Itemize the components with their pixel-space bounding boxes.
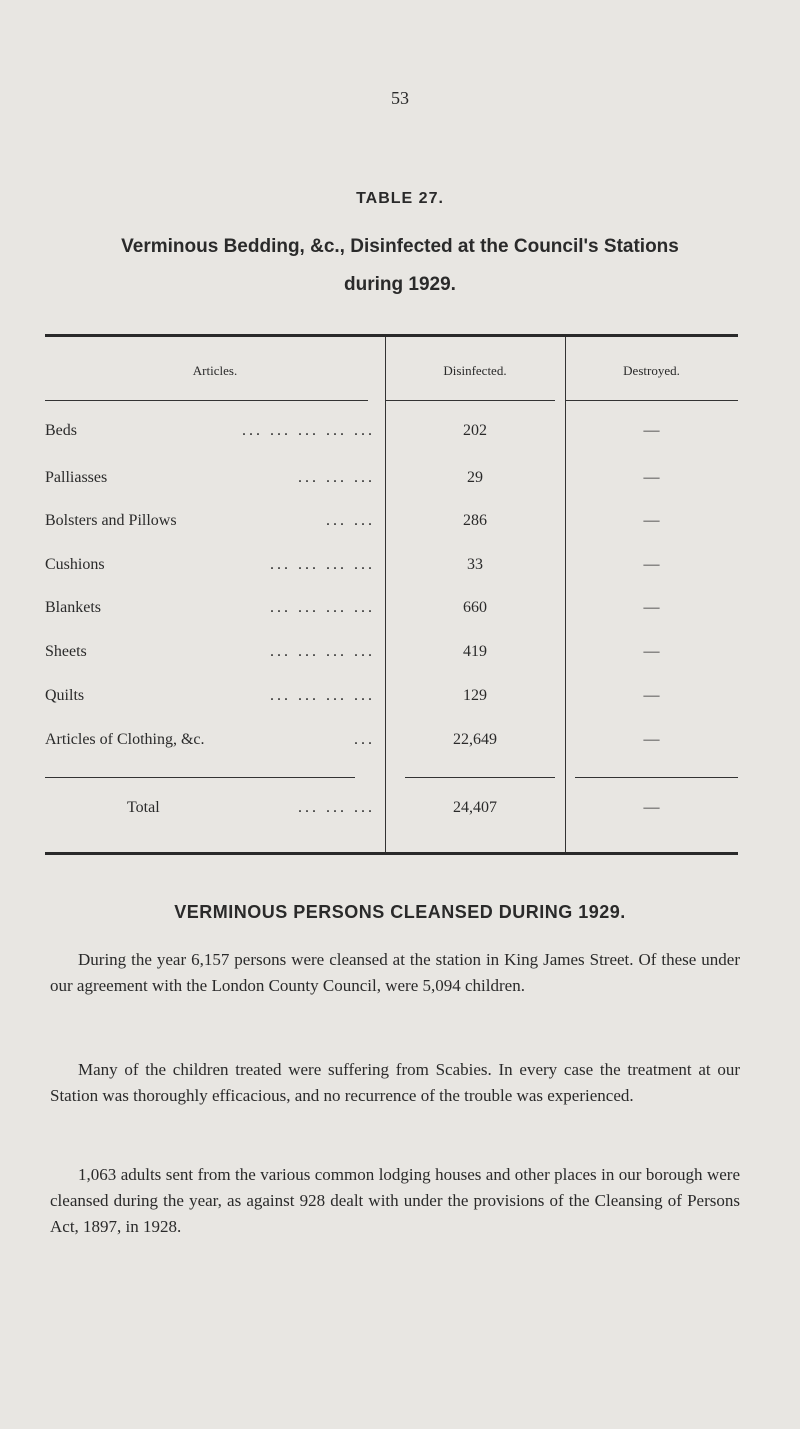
leader-dots: ... ... ... ... (270, 599, 375, 616)
total-row (45, 799, 738, 829)
article-name: Bolsters and Pillows (45, 512, 177, 529)
table-row (45, 512, 738, 542)
table-row (45, 687, 738, 717)
section-title: VERMINOUS PERSONS CLEANSED DURING 1929. (174, 902, 626, 922)
table-title-line-2: during 1929. (344, 274, 456, 295)
leader-dots: ... ... ... (298, 799, 375, 816)
article-name: Quilts (45, 687, 85, 704)
destroyed-count: — (643, 599, 660, 616)
leader-dots: ... ... ... ... (270, 556, 375, 573)
leader-dots: ... ... ... ... (270, 687, 375, 704)
disinfected-count: 33 (467, 556, 483, 573)
disinfected-count: 29 (467, 469, 483, 486)
article-name: Sheets (45, 643, 87, 660)
article-name: Cushions (45, 556, 105, 573)
total-rule (405, 777, 555, 778)
leader-dots: ... ... (326, 512, 375, 529)
paragraph: Many of the children treated were suffering from Scabies. In every case the treatment at our Station was thoroughly efficacious, and no recurrence of the trouble was experienced. (50, 1060, 740, 1105)
destroyed-count: — (643, 643, 660, 660)
total-disinfected: 24,407 (453, 799, 497, 816)
table-row (45, 731, 738, 761)
header-rule (565, 400, 738, 401)
disinfected-count: 286 (463, 512, 487, 529)
total-rule (575, 777, 738, 778)
paragraph: During the year 6,157 persons were cleansed at the station in King James Street. Of these under our agreement with the London County Council, were 5,094 children. (50, 950, 740, 995)
total-destroyed: — (643, 799, 660, 816)
table-row (45, 422, 738, 452)
disinfected-count: 22,649 (453, 731, 497, 748)
total-rule (45, 777, 355, 778)
table-row (45, 469, 738, 499)
disinfected-count: 202 (463, 422, 487, 439)
table-label: TABLE 27. (356, 190, 444, 207)
table-row (45, 556, 738, 586)
destroyed-count: — (643, 512, 660, 529)
column-header-destroyed: Destroyed. (623, 363, 680, 378)
leader-dots: ... (354, 731, 375, 748)
leader-dots: ... ... ... (298, 469, 375, 486)
column-divider (565, 337, 566, 852)
article-name: Beds (45, 422, 77, 439)
column-header-articles: Articles. (192, 363, 238, 378)
disinfected-count: 419 (463, 643, 487, 660)
column-header-disinfected: Disinfected. (443, 363, 507, 378)
destroyed-count: — (643, 469, 660, 486)
destroyed-count: — (643, 687, 660, 704)
disinfected-count: 129 (463, 687, 487, 704)
article-name: Palliasses (45, 469, 108, 486)
column-divider (385, 337, 386, 852)
article-name: Articles of Clothing, &c. (45, 731, 205, 748)
header-rule (45, 400, 368, 401)
total-label: Total (127, 799, 160, 816)
table-row (45, 643, 738, 673)
leader-dots: ... ... ... ... (270, 643, 375, 660)
article-name: Blankets (45, 599, 101, 616)
table-title-line-1: Verminous Bedding, &c., Disinfected at the Council's Stations (121, 236, 679, 257)
destroyed-count: — (643, 422, 660, 439)
header-rule (385, 400, 555, 401)
table-title (50, 228, 750, 304)
destroyed-count: — (643, 731, 660, 748)
leader-dots: ... ... ... ... ... (242, 422, 375, 439)
page-number: 53 (391, 88, 409, 108)
table-row (45, 599, 738, 629)
paragraph: 1,063 adults sent from the various common lodging houses and other places in our borough were cleansed during the year, as against 928 dealt with under the provisions of the Cleansing of Persons Act, 1897, in 1928. (50, 1165, 740, 1236)
destroyed-count: — (643, 556, 660, 573)
disinfection-table (45, 334, 738, 855)
disinfected-count: 660 (463, 599, 487, 616)
